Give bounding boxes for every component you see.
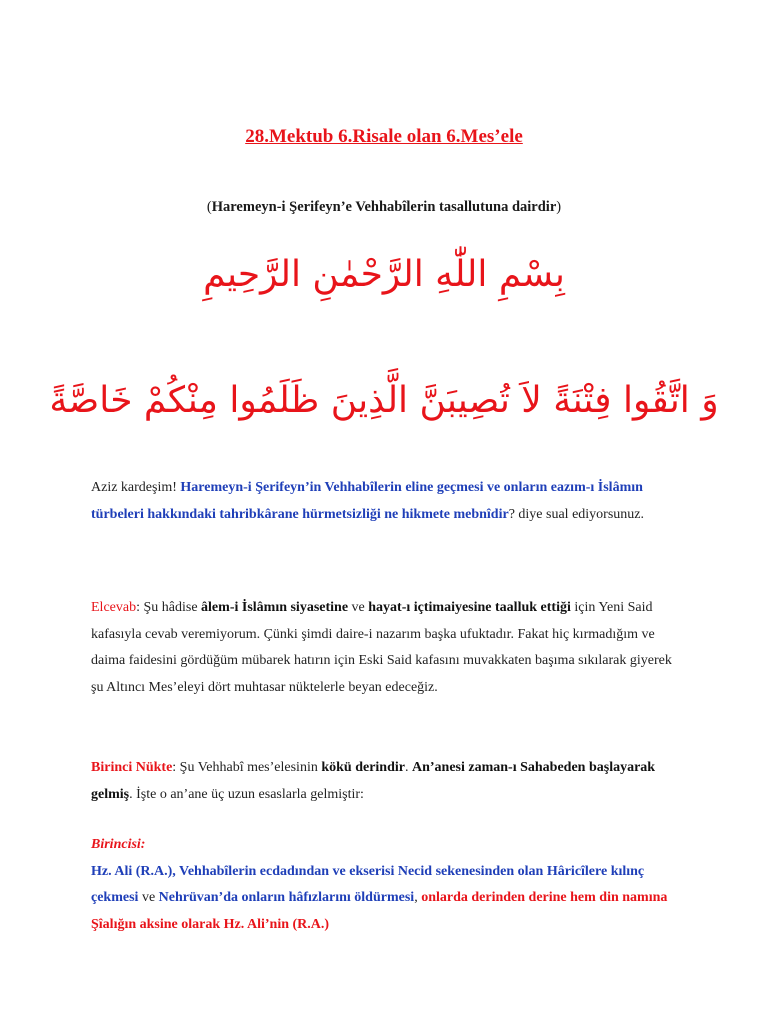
paragraph-birincisi [91,832,681,938]
page-title: 28.Mektub 6.Risale olan 6.Mes’ele [245,126,523,147]
p2-text-2: ve [348,600,369,615]
subtitle [0,199,768,216]
paragraph-first-point [91,755,681,808]
p2-text-1: : Şu hâdise [136,600,202,615]
p2-text-3: için Yeni Said kafasıyla cevab veremiyorum. Çünki şimdi daire-i nazarım başka ufuktadır. Fakat hiç kırmadığım ve daima faidesini gördüğüm mübarek hatırın için Eski Said kafasını muvakkaten başıma sıkılarak giyerek şu Altıncı Mes’eleyi dört muhtasar nüktelerle beyan edeceğiz. [91,600,672,695]
p1-tail: ? diye sual ediyorsunuz. [508,506,644,522]
basmala: بِسْمِ اللّٰهِ الرَّحْمٰنِ الرَّحِيمِ [203,254,565,295]
p4-red: onlarda derinden derine hem din namına Şîalığın aksine olarak Hz. Ali’nin (R.A.) [91,890,668,932]
paragraph-answer [91,595,681,701]
subtitle-close-paren: ) [556,199,562,215]
p2-bold-2: hayat-ı içtimaiyesine taalluk ettiği [368,600,571,615]
p1-question: Haremeyn-i Şerifeyn’in Vehhabîlerin eline geçmesi ve onların eazım-ı İslâmın türbeleri hakkındaki tahribkârane hürmetsizliği ne hikmete mebnîdir [91,480,643,522]
subtitle-text: Haremeyn-i Şerifeyn’e Vehhabîlerin tasallutuna dairdir [211,199,557,215]
p4-text-1: ve [138,890,159,905]
p3-heading: Birinci Nükte [91,760,173,775]
p4-blue-2: Nehrüvan’da onların hâfızlarını öldürmesi [158,890,415,905]
subtitle-open-paren: ( [206,199,212,215]
paragraph-question [91,475,681,528]
p1-greeting: Aziz kardeşim! [91,480,181,495]
p2-elcevab: Elcevab [91,600,137,615]
p2-bold-1: âlem-i İslâmın siyasetine [201,600,349,615]
p3-text-2: . [404,760,412,775]
p3-text-3: . İşte o an’ane üç uzun esaslarla gelmiştir: [129,786,364,802]
ayah-verse: وَ اتَّقُوا فِتْنَةً لاَ تُصِيبَنَّ الَّذِينَ ظَلَمُوا مِنْكُمْ خَاصَّةً [49,380,719,421]
p3-text-1: : Şu Vehhabî mes’elesinin [172,760,322,775]
p4-blue-1: Hz. Ali (R.A.), Vehhabîlerin ecdadından ve ekserisi Necid sekenesinden olan Hâricîlere kılınç çekmesi [91,863,645,905]
p3-bold-1: kökü derindir [321,760,405,775]
p4-heading: Birincisi: [91,837,146,852]
p3-bold-2: An’anesi zaman-ı Sahabeden başlayarak gelmiş [91,760,656,802]
p4-text-2: , [414,890,422,905]
